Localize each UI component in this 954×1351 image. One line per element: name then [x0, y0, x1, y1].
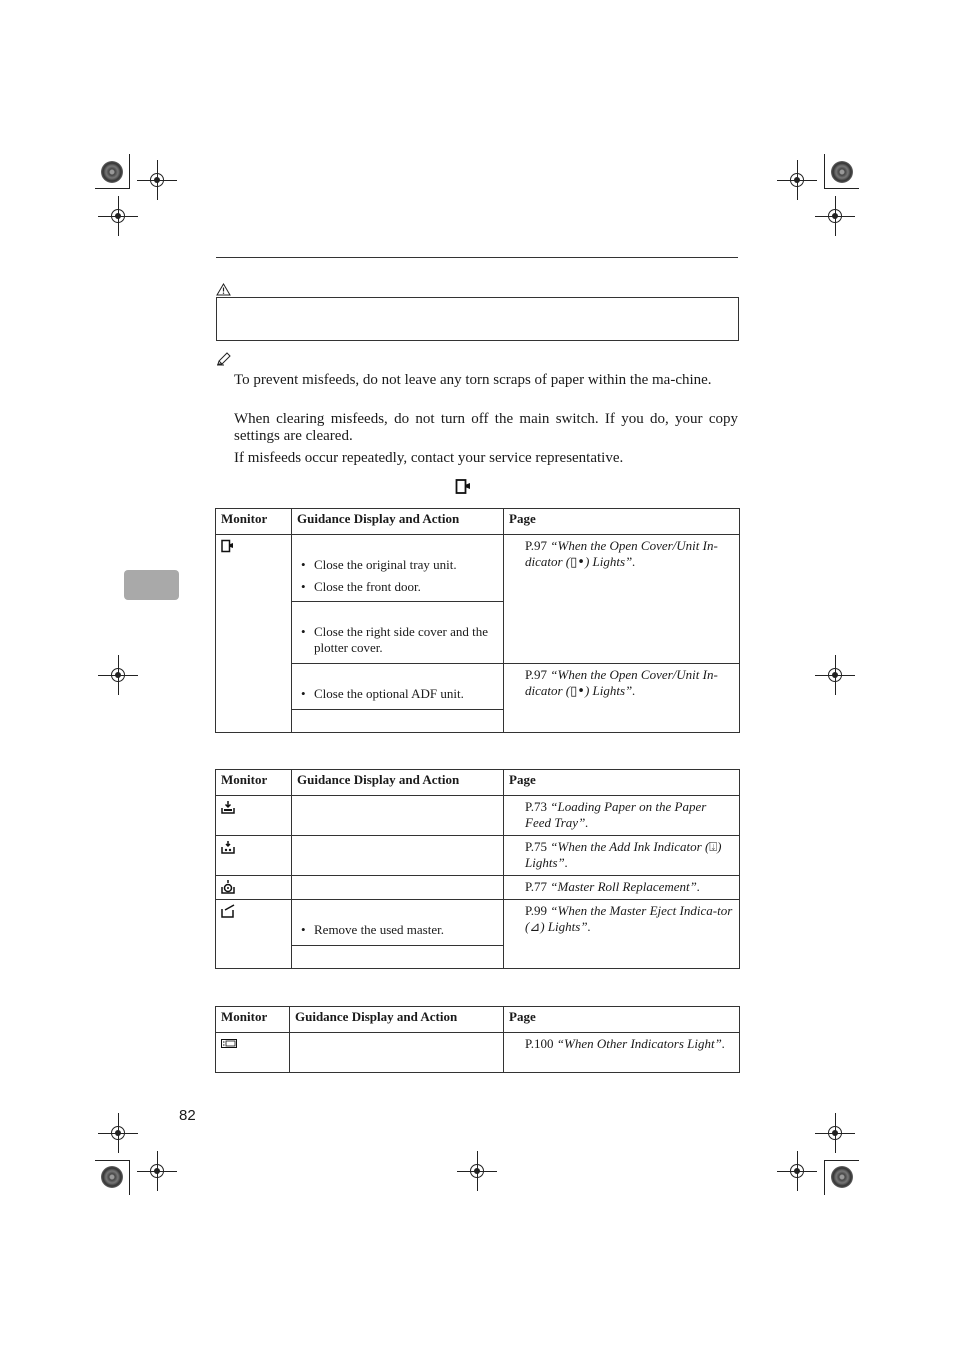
action-cell — [292, 836, 504, 876]
open-cover-icon: ▯• — [570, 555, 585, 570]
crop-line — [824, 188, 859, 189]
page-number: P.77 — [525, 879, 548, 894]
page-ref-cell — [504, 664, 740, 733]
supplies-table — [215, 769, 740, 969]
ref-title: ) Lights”. — [584, 683, 636, 698]
open-cover-icon: ▯• — [570, 684, 585, 699]
crop-mark — [98, 1113, 138, 1153]
page-ref-cell — [504, 1033, 740, 1073]
ref-title: “Loading Paper on the Paper Feed Tray”. — [525, 799, 707, 830]
registration-disc — [101, 161, 123, 183]
warning-triangle-icon — [216, 283, 231, 296]
action-cell — [292, 900, 504, 946]
list-item: • Close the front door. — [297, 579, 498, 595]
crop-mark — [815, 1113, 855, 1153]
crop-mark — [137, 160, 177, 200]
monitor-cell — [216, 836, 292, 876]
note-paragraph: To prevent misfeeds, do not leave any torn scraps of paper within the ma-chine. — [234, 372, 712, 388]
monitor-cell — [216, 900, 292, 969]
ref-title: ) Lights”. — [525, 839, 722, 870]
ref-title: “When Other Indicators Light”. — [556, 1036, 726, 1051]
header-monitor: Monitor — [216, 509, 292, 535]
monitor-cell — [216, 876, 292, 900]
crop-mark — [777, 160, 817, 200]
pencil-note-icon — [216, 352, 232, 366]
paper-tray-icon — [221, 800, 235, 814]
action-cell — [292, 796, 504, 836]
registration-disc — [831, 161, 853, 183]
crop-mark — [777, 1151, 817, 1191]
monitor-cell — [216, 796, 292, 836]
crop-line — [95, 1160, 130, 1161]
master-eject-icon: ⊿ — [529, 920, 541, 935]
open-cover-icon — [455, 478, 473, 501]
list-item: • Close the right side cover and the plotter cover. — [297, 624, 498, 656]
chapter-tab — [124, 570, 179, 600]
page-number: P.75 — [525, 839, 548, 854]
counter-icon — [221, 1039, 237, 1049]
crop-line — [824, 1160, 859, 1161]
page-number: P.100 — [525, 1036, 554, 1051]
page-number: P.97 — [525, 667, 548, 682]
action-cell — [290, 1033, 504, 1073]
crop-mark — [457, 1151, 497, 1191]
ref-title: ) Lights”. — [540, 919, 591, 934]
master-eject-icon — [221, 904, 236, 918]
other-indicators-table — [215, 1006, 740, 1073]
header-guidance: Guidance Display and Action — [292, 509, 504, 535]
page-number-footer: 82 — [179, 1107, 196, 1124]
crop-line — [824, 154, 825, 189]
header-page: Page — [504, 770, 740, 796]
crop-mark — [98, 655, 138, 695]
crop-mark — [815, 655, 855, 695]
page-ref-cell — [504, 876, 740, 900]
list-item: • Remove the used master. — [297, 922, 498, 938]
note-paragraph: If misfeeds occur repeatedly, contact your service representative. — [234, 450, 624, 466]
ref-title: “When the Open Cover/Unit In-dicator ( — [525, 538, 718, 569]
crop-line — [129, 154, 130, 189]
action-cell — [292, 664, 504, 710]
crop-mark — [137, 1151, 177, 1191]
header-page: Page — [504, 1007, 740, 1033]
action-cell — [292, 535, 504, 602]
action-cell — [292, 946, 504, 969]
warning-box — [216, 297, 739, 341]
ref-title: “Master Roll Replacement”. — [550, 879, 701, 894]
page-number: P.97 — [525, 538, 548, 553]
page-ref-cell — [504, 796, 740, 836]
ref-title: “When the Add Ink Indicator ( — [550, 839, 710, 854]
page-ref-cell — [504, 535, 740, 664]
action-cell — [292, 710, 504, 733]
header-guidance: Guidance Display and Action — [292, 770, 504, 796]
header-monitor: Monitor — [216, 770, 292, 796]
monitor-cell — [216, 1033, 290, 1073]
action-cell — [292, 876, 504, 900]
list-item: • Close the original tray unit. — [297, 557, 498, 573]
crop-mark — [98, 196, 138, 236]
master-roll-icon — [221, 880, 235, 894]
ref-title: “When the Open Cover/Unit In-dicator ( — [525, 667, 718, 698]
open-cover-table — [215, 508, 740, 733]
page-number: P.99 — [525, 903, 548, 918]
crop-mark — [815, 196, 855, 236]
add-ink-icon: ⍗ — [709, 840, 718, 855]
registration-disc — [831, 1166, 853, 1188]
note-paragraph: When clearing misfeeds, do not turn off the main switch. If you do, your copy settings are cleared. — [234, 411, 738, 444]
page-ref-cell — [504, 836, 740, 876]
page-ref-cell — [504, 900, 740, 969]
crop-line — [824, 1160, 825, 1195]
ref-title: ) Lights”. — [584, 554, 636, 569]
registration-disc — [101, 1166, 123, 1188]
action-cell — [292, 602, 504, 664]
monitor-cell — [216, 535, 292, 733]
add-ink-icon — [221, 840, 235, 854]
header-guidance: Guidance Display and Action — [290, 1007, 504, 1033]
open-cover-icon — [221, 539, 236, 554]
page-number: P.73 — [525, 799, 548, 814]
crop-line — [95, 188, 130, 189]
ref-title: “When the Master Eject Indica-tor ( — [525, 903, 733, 934]
list-item: • Close the optional ADF unit. — [297, 686, 498, 702]
crop-line — [129, 1160, 130, 1195]
header-monitor: Monitor — [216, 1007, 290, 1033]
header-rule — [216, 257, 738, 258]
header-page: Page — [504, 509, 740, 535]
